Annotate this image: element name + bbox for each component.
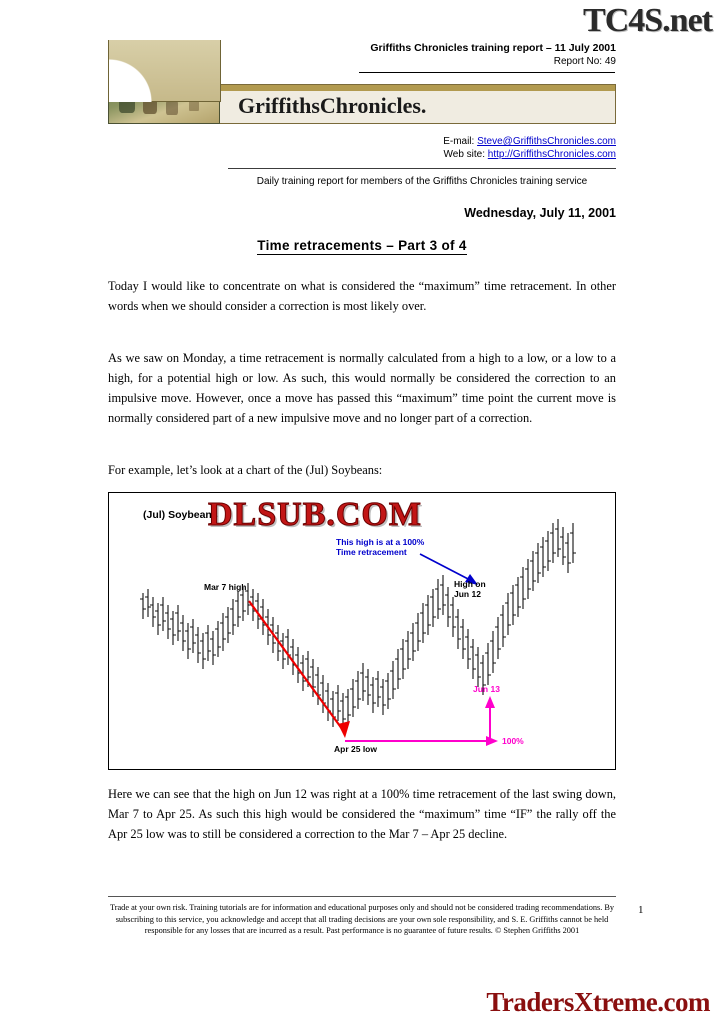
annotation-100pct-retracement: This high is at a 100% Time retracement — [336, 537, 425, 557]
page-title-text: Time retracements – Part 3 of 4 — [257, 238, 467, 253]
annotation-100-percent: 100% — [502, 736, 524, 746]
header-divider — [359, 72, 615, 73]
paragraph-4: Here we can see that the high on Jun 12 was right at a 100% time retracement of the last swing down, Mar 7 to Apr 25. As such this high would be considered the “maximum” time “IF” the rally off the Apr 25 low was to still be considered a correction to the Mar 7 – Apr 25 decline. — [108, 787, 616, 841]
annotation-mar7-high: Mar 7 high — [204, 582, 247, 592]
report-date: Wednesday, July 11, 2001 — [464, 206, 616, 220]
paragraph-2: As we saw on Monday, a time retracement is normally calculated from a high to a low, or a low to a high, for a potential high or low. As such, this would normally be considered the correction to an impulsive move. However, once a move has passed this “maximum” time point the current move is normally considered part of a new impulsive move and no longer part of a correction. — [108, 351, 616, 425]
daily-line-divider — [228, 168, 616, 169]
footer-divider — [108, 896, 616, 897]
website-label: Web site: — [443, 149, 486, 160]
email-label: E-mail: — [443, 136, 475, 147]
watermark-bottom: TradersXtreme.com — [486, 987, 710, 1017]
paragraph-1: Today I would like to concentrate on what is considered the “maximum” time retracement. In other words when we should consider a correction is most likely over. — [108, 279, 616, 313]
mar7-to-apr25-arrow — [249, 601, 350, 738]
annotation-jun13: Jun 13 — [473, 684, 500, 694]
footer-disclaimer: Trade at your own risk. Training tutorials are for information and educational purposes only and should not be considered trading recommendations. By subscribing to this service, you acknowledge and accept that all trading decisions are your own sole responsibility, and S. E. Griffiths cannot be held responsible for any losses that are incurred as a result. Past performance is no guarantee of future results. © Stephen Griffiths 2001 — [109, 903, 615, 935]
watermark-top: TC4S.net — [583, 2, 712, 39]
logo-bar — [220, 84, 616, 124]
jun13-arrow — [485, 696, 495, 738]
annotation-jun12-high: High on Jun 12 — [454, 579, 486, 599]
website-link[interactable]: http://GriffithsChronicles.com — [487, 149, 616, 160]
page-title — [0, 238, 724, 253]
daily-report-line: Daily training report for members of the Griffiths Chronicles training service — [256, 176, 588, 187]
logo-text: GriffithsChronicles. — [238, 93, 427, 118]
report-number: Report No: 49 — [553, 56, 616, 67]
chart-title: (Jul) Soybeans — [143, 509, 218, 521]
email-link[interactable]: Steve@GriffithsChronicles.com — [477, 136, 616, 147]
paragraph-3: For example, let’s look at a chart of the (Jul) Soybeans: — [108, 463, 383, 477]
logo-tail-graphic — [108, 40, 221, 102]
chart-canvas — [109, 493, 615, 769]
annotation-apr25-low: Apr 25 low — [334, 744, 377, 754]
contact-email-row — [300, 136, 616, 147]
page-number: 1 — [638, 904, 644, 916]
contact-web-row — [300, 149, 616, 160]
report-header-title: Griffiths Chronicles training report – 11 July 2001 — [370, 42, 616, 54]
contact-block — [300, 136, 616, 162]
logo-bar-accent — [220, 85, 615, 91]
watermark-center: DLSUB.COM — [208, 496, 422, 533]
